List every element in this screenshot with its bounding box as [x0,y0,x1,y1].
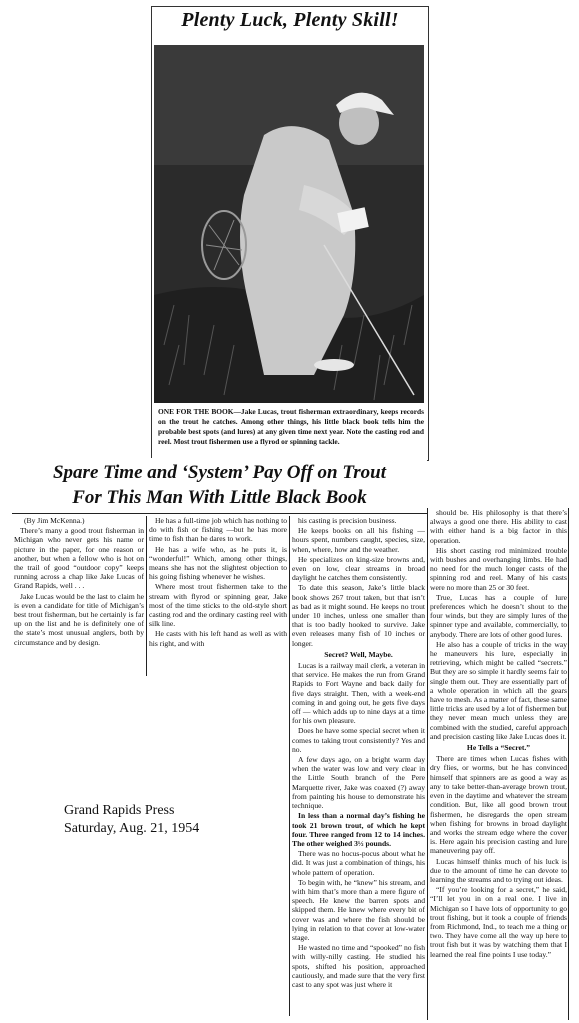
paragraph: Lucas is a railway mail clerk, a veteran in that service. He makes the run from Grand Rapids to Fort Wayne and back daily for five days straight. Then, with a week-end coming in and going out, he gets five days off — which adds up to nine days at a time for his own pleasure. [292,661,425,726]
paragraph: Does he have some special secret when it comes to taking trout consistently? Yes and no. [292,726,425,754]
paragraph: There are times when Lucas fishes with dry flies, or worms, but he has convinced himself that spinners are as good a way as any to take better-than-average brown trout, even in the daytime and whatever the stream condition. But, like all good brown trout fishermen, he disregards the open stream when fishing for browns in broad daylight and works the stream edge where the cover is. Here again his precision casting and lure maneuvering pay off. [430,754,567,856]
paragraph: To begin with, he “knew” his stream, and with him that’s more than a mere figure of speech. He knew the barren spots and skipped them. He knew where every bit of cover was and where the fish should be lying in relation to that cover at low-water stage. [292,877,425,942]
paragraph: There was no hocus-pocus about what he did. It was just a combination of things, his whole pattern of operation. [292,849,425,877]
paragraph: He keeps books on all his fishing —hours spent, numbers caught, species, size, when, where, how and the weather. [292,526,425,554]
fisherman-photo [154,45,424,403]
photo-headline: Plenty Luck, Plenty Skill! [181,9,399,31]
paragraph: Where most trout fishermen take to the stream with flyrod or spinning gear, Jake most of the time sticks to the old-style short casting rod and the ordinary casting reel with silk line. [149,582,287,629]
photo-caption: ONE FOR THE BOOK—Jake Lucas, trout fisherman extraordinary, keeps records on the trout he catches. Among other things, his little black book tells him the probable best spots (and lures) at any given time next year. Note the casting rod and reel. Most trout fishermen use a flyrod or spinning tackle. [158,407,424,446]
subhead-secret: Secret? Well, Maybe. [324,649,393,659]
paragraph: should be. His philosophy is that there’s always a good one there. His ability to cast with either hand is a big factor in this operation. [430,508,567,545]
paragraph: There’s many a good trout fisherman in Michigan who never gets his name or picture in the paper, for one reason or another, but when a fellow who is hot on the trail of good “outdoor copy” keeps running across a chap like Jake Lucas of Grand Rapids, well . . . [14,526,144,591]
paragraph: He has a full-time job which has nothing to do with fish or fishing —but he has more time to fish than he dares to work. [149,516,287,544]
headline-line-1: Spare Time and ‘System’ Pay Off on Trout [52,462,386,483]
paragraph: He also has a couple of tricks in the way he maneuvers his lure, especially in retrieving, which might be called “secrets.” But they are so simple it hardly seems fair to single them out. They are essentially part of a whole operation in which all the gears have to mesh. As a matter of fact, these same little tricks are used by a lot of fishermen but they never mean much unless they are combined with the studied, careful approach and precision casting like Jake Lucas does it. [430,639,567,741]
headline-rule [12,513,427,514]
byline: (By Jim McKenna.) [24,516,85,525]
paragraph: Jake Lucas would be the last to claim he is even a candidate for title of Michigan’s best trout fisherman, but he certainly is far up on the list and he is definitely one of the state’s most unusual anglers, both by circumstance and by design. [14,591,144,647]
article-column-3 [292,516,425,1021]
column-rule [427,508,428,1020]
bold-paragraph: In less than a normal day’s fishing he took 21 brown trout, of which he kept four. Three ranged from 12 to 14 inches. The other weighed 3½ pounds. [292,811,425,848]
paragraph: He wasted no time and “spooked” no fish with willy-nilly casting. He studied his spots, shifted his position, approached cautiously, and made sure that the very first cast to any spot was just where it [292,943,425,989]
source-note [64,802,199,838]
photo-clipping [151,6,429,461]
article-column-2 [149,516,287,676]
paragraph: He casts with his left hand as well as with his right, and with [149,629,287,648]
paragraph: To date this season, Jake’s little black book shows 267 trout taken, but that isn’t as bad as it might sound. He keeps no trout under 10 inches, unless one smaller than that is too badly hooked to survive. Jake even releases many fish of 10 inches or longer. [292,583,425,648]
subhead-tells-secret: He Tells a “Secret.” [466,743,531,753]
paragraph: His short casting rod minimized trouble with bushes and overhanging limbs. He had no need for the much longer casts of the spinning rod and reel. Many of his casts were no more than 25 or 30 feet. [430,545,567,592]
newspaper-name: Grand Rapids Press [64,803,175,818]
paragraph: He has a wife who, as he puts it, is “wonderful!” Which, among other things, means she has not the slightest objection to his going fishing whenever he wishes. [149,544,287,582]
paragraph: his casting is precision business. [298,516,397,525]
article-column-1 [14,516,144,676]
headline-line-2: For This Man With Little Black Book [72,487,367,508]
paragraph: True, Lucas has a couple of lure preferences which he doesn’t shout to the four winds, but they are simply lures of the spinner type and available, commercially, to anybody. There are lots of other good lures. [430,592,567,639]
paragraph: “If you’re looking for a secret,” he said, “I’ll let you in on a real one. I live in Michigan so I have lots of opportunity to go trout fishing, but it took a couple of friends from Richmond, Ind., to teach me a thing or two. They have come all the way up here to trout fish but it was by watching them that I learned the real fine points I use today.” [430,885,567,959]
column-rule [289,516,290,1016]
article-headline [12,460,427,510]
paragraph: Lucas himself thinks much of his luck is due to the amount of time he can devote to learning the streams and to trying out ideas. [430,856,567,884]
paragraph: He specializes on king-size browns and, even on low, clear streams in broad daylight he catches them consistently. [292,554,425,583]
column-rule [146,516,147,676]
publication-date: Saturday, Aug. 21, 1954 [64,821,200,836]
article-column-4 [430,508,567,1021]
column-rule [568,508,569,1020]
paragraph: A few days ago, on a bright warm day when the water was low and very clear in the Little South branch of the Pere Marquette river, Jake was coaxed (?) away from painting his house to demonstrate his technique. [292,755,425,811]
